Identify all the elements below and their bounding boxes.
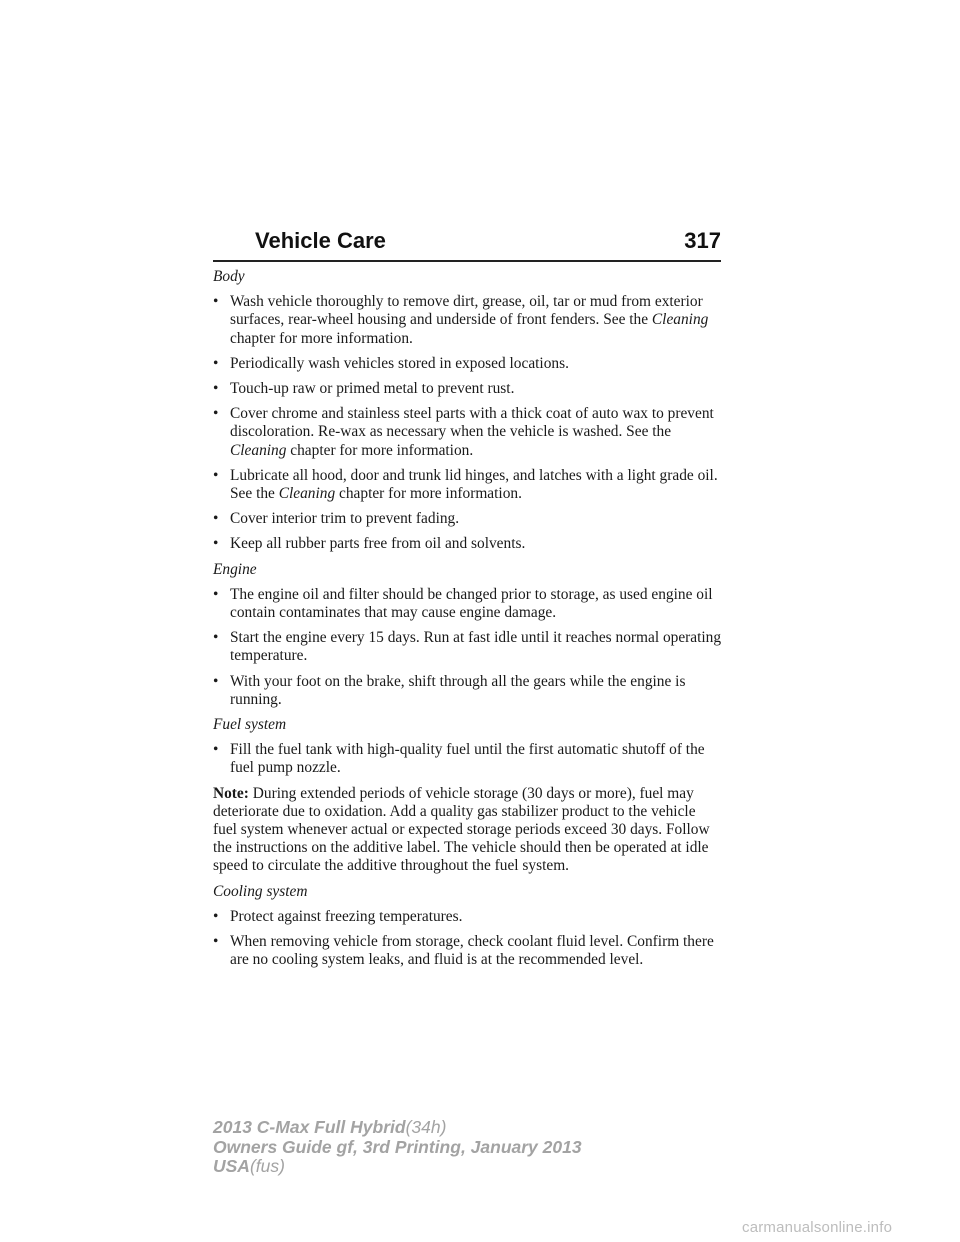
cross-reference: Cleaning: [278, 485, 336, 503]
bullet-icon: •: [213, 466, 219, 484]
list-item: • Protect against freezing temperatures.: [213, 907, 463, 925]
footer-guide-line: Owners Guide gf, 3rd Printing, January 2013: [213, 1136, 582, 1157]
list-item: • Wash vehicle thoroughly to remove dirt, grease, oil, tar or mud from exterior surfaces, rear-wheel housing and underside of front fenders. See the Cleaning chapter for more information.: [213, 293, 709, 347]
bullet-icon: •: [213, 741, 219, 759]
header-divider: [213, 260, 721, 262]
list-item: • Lubricate all hood, door and trunk lid hinges, and latches with a light grade oil. See the Cleaning chapter for more information.: [213, 466, 718, 503]
bullet-icon: •: [213, 629, 219, 647]
bullet-icon: •: [213, 510, 219, 528]
list-item: • The engine oil and filter should be changed prior to storage, as used engine oil contain contaminates that may cause engine damage.: [213, 585, 713, 622]
bullet-icon: •: [213, 380, 219, 398]
list-item: • Cover chrome and stainless steel parts with a thick coat of auto wax to prevent discoloration. Re-wax as necessary when the vehicle is washed. See the Cleaning chapter for more information.: [213, 405, 714, 459]
list-item: • When removing vehicle from storage, check coolant fluid level. Confirm there are no cooling system leaks, and fluid is at the recommended level.: [213, 933, 714, 969]
list-item: • Touch-up raw or primed metal to prevent rust.: [213, 380, 515, 398]
section-heading-cooling: Cooling system: [213, 882, 308, 900]
page-number: 317: [684, 228, 721, 253]
list-item: • Periodically wash vehicles stored in exposed locations.: [213, 354, 569, 372]
bullet-icon: •: [213, 293, 219, 311]
bullet-icon: •: [213, 907, 219, 925]
watermark-text: carmanualsonline.info: [742, 1219, 893, 1236]
note-label: Note:: [213, 784, 249, 802]
note-paragraph: Note: During extended periods of vehicle storage (30 days or more), fuel may deteriorate due to oxidation. Add a quality gas stabilizer product to the vehicle fuel system whenever actual or expected storage periods exceed 30 days. Follow the instructions on the additive label. The vehicle should then be operated at idle speed to circulate the additive throughout the fuel system.: [213, 784, 710, 875]
page-footer: [213, 1118, 582, 1177]
page-header: [213, 228, 721, 262]
footer-market-line: USA(fus): [213, 1156, 285, 1176]
footer-model-line: 2013 C-Max Full Hybrid(34h): [213, 1117, 447, 1137]
page-title: Vehicle Care: [255, 228, 386, 253]
list-item: • Cover interior trim to prevent fading.: [213, 510, 460, 528]
section-heading-engine: Engine: [213, 560, 257, 578]
bullet-icon: •: [213, 585, 219, 603]
cross-reference: Cleaning: [230, 441, 287, 459]
bullet-icon: •: [213, 672, 219, 690]
section-heading-body: Body: [213, 268, 245, 285]
bullet-icon: •: [213, 933, 219, 951]
list-item: • Keep all rubber parts free from oil and solvents.: [213, 535, 526, 553]
page-content: [213, 268, 723, 977]
list-item: • With your foot on the brake, shift through all the gears while the engine is running.: [213, 672, 686, 708]
bullet-icon: •: [213, 354, 219, 372]
bullet-icon: •: [213, 535, 219, 553]
list-item: • Start the engine every 15 days. Run at fast idle until it reaches normal operating temperature.: [213, 629, 722, 665]
cross-reference: Cleaning: [651, 311, 709, 329]
list-item: • Fill the fuel tank with high-quality fuel until the first automatic shutoff of the fuel pump nozzle.: [213, 741, 705, 777]
section-heading-fuel: Fuel system: [213, 716, 287, 734]
bullet-icon: •: [213, 405, 219, 423]
